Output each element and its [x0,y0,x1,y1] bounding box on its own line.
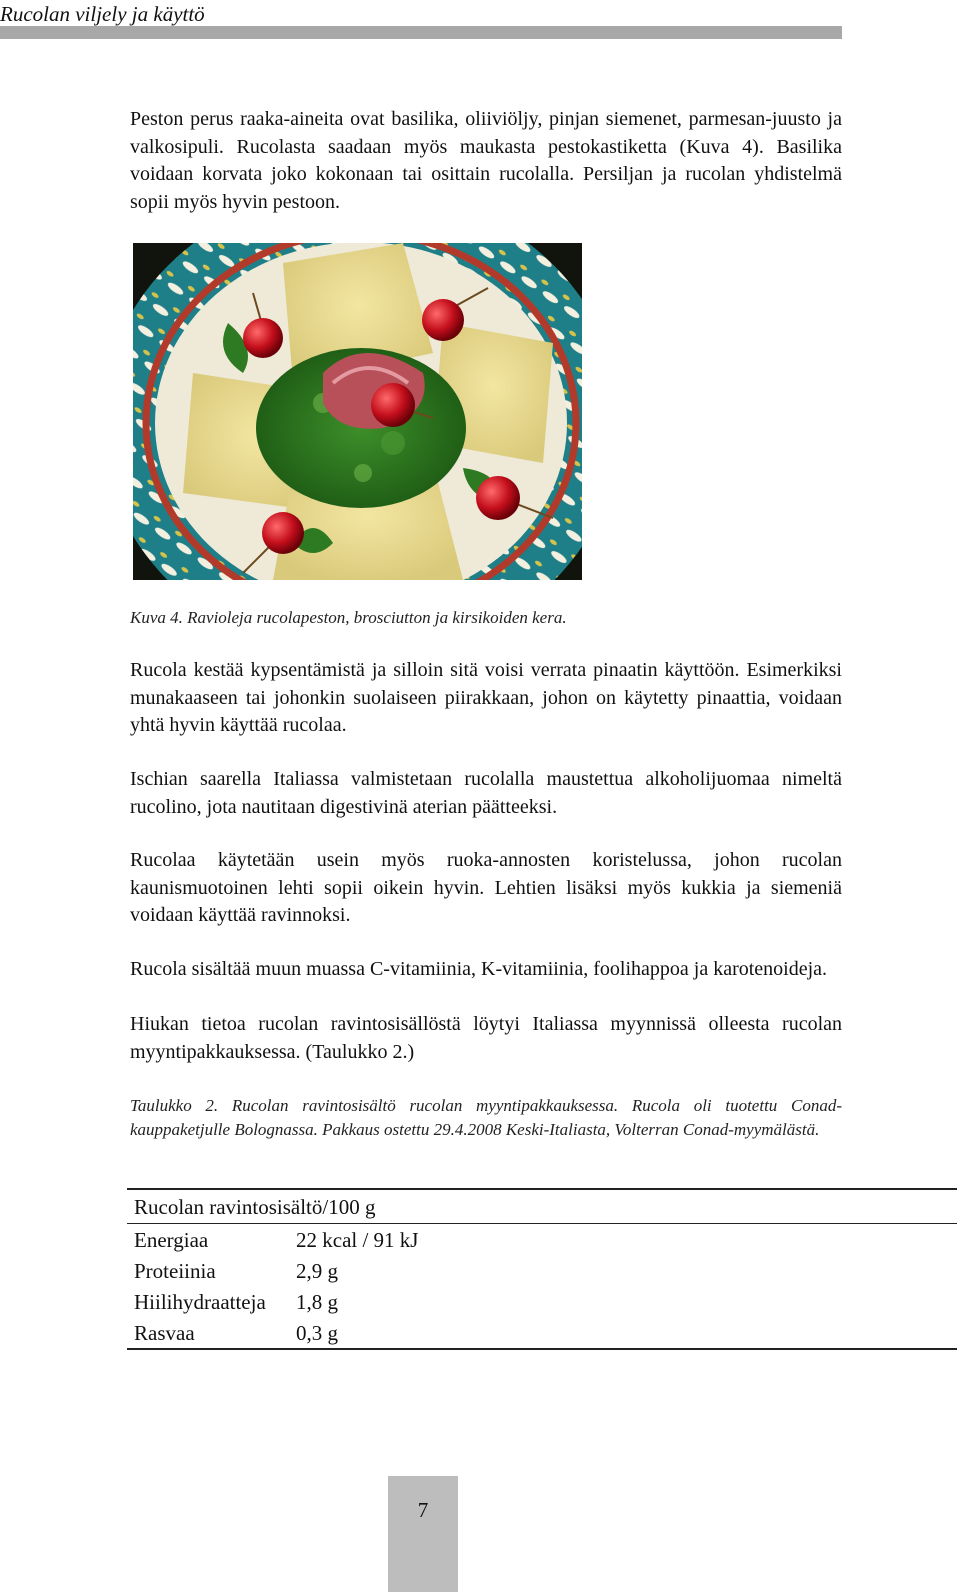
header-bar [0,26,842,39]
table-caption: Taulukko 2. Rucolan ravintosisältö rucolan myyntipakkauksessa. Rucola oli tuotettu Conad-kauppaketjulle Bolognassa. Pakkaus ostettu 29.4.2008 Keski-Italiasta, Volterran Conad-myymälästä. [130,1096,842,1139]
nutrient-name: Rasvaa [134,1320,195,1345]
paragraph-nutrition-intro: Hiukan tietoa rucolan ravintosisällöstä löytyi Italiassa myynnissä olleesta rucolan myyntipakkauksessa. (Taulukko 2.) [130,1013,842,1063]
nutrient-name: Hiilihydraatteja [134,1289,266,1314]
figure-caption: Kuva 4. Ravioleja rucolapeston, brosciutton ja kirsikoiden kera. [130,608,567,627]
header-title: Rucolan viljely ja käyttö [0,2,205,26]
table-row [127,1255,957,1286]
nutrient-name: Proteiinia [134,1258,216,1283]
page-number: 7 [417,1498,429,1522]
paragraph-cooking: Rucola kestää kypsentämistä ja silloin sitä voisi verrata pinaatin käyttöön. Esimerkiksi munakaaseen tai johonkin suolaiseen piirakkaan, johon on käytetty pinaattia, voidaan yhtä hyvin käyttää rucolaa. [130,659,842,736]
nutrient-name: Energiaa [134,1227,209,1252]
table-row [127,1317,957,1349]
page-number-box [388,1476,458,1592]
nutrient-value: 1,8 g [296,1289,338,1314]
paragraph-vitamins: Rucola sisältää muun muassa C-vitamiinia, K-vitamiinia, foolihappoa ja karotenoideja. [130,958,828,980]
paragraph-rucolino: Ischian saarella Italiassa valmistetaan rucolalla maustettua alkoholijuomaa nimeltä rucolino, jota nautitaan digestivinä aterian päätteeksi. [130,768,842,818]
table-header: Rucolan ravintosisältö/100 g [127,1189,957,1224]
table-row [127,1224,957,1256]
nutrient-value: 22 kcal / 91 kJ [296,1227,419,1252]
ravioli-photo [133,243,582,580]
nutrient-value: 0,3 g [296,1320,338,1345]
table-row [127,1286,957,1317]
nutrition-table [127,1188,957,1350]
nutrient-value: 2,9 g [296,1258,338,1283]
paragraph-garnish: Rucolaa käytetään usein myös ruoka-annosten koristelussa, johon rucolan kaunismuotoinen lehti sopii oikein hyvin. Lehtien lisäksi myös kukkia ja siemeniä voidaan käyttää ravinnoksi. [130,849,842,926]
paragraph-pesto: Peston perus raaka-aineita ovat basilika, oliiviöljy, pinjan siemenet, parmesan-juusto ja valkosipuli. Rucolasta saadaan myös maukasta pestokastiketta (Kuva 4). Basilika voidaan korvata joko kokonaan tai osittain rucolalla. Persiljan ja rucolan yhdistelmä sopii myös hyvin pestoon. [130,108,842,213]
